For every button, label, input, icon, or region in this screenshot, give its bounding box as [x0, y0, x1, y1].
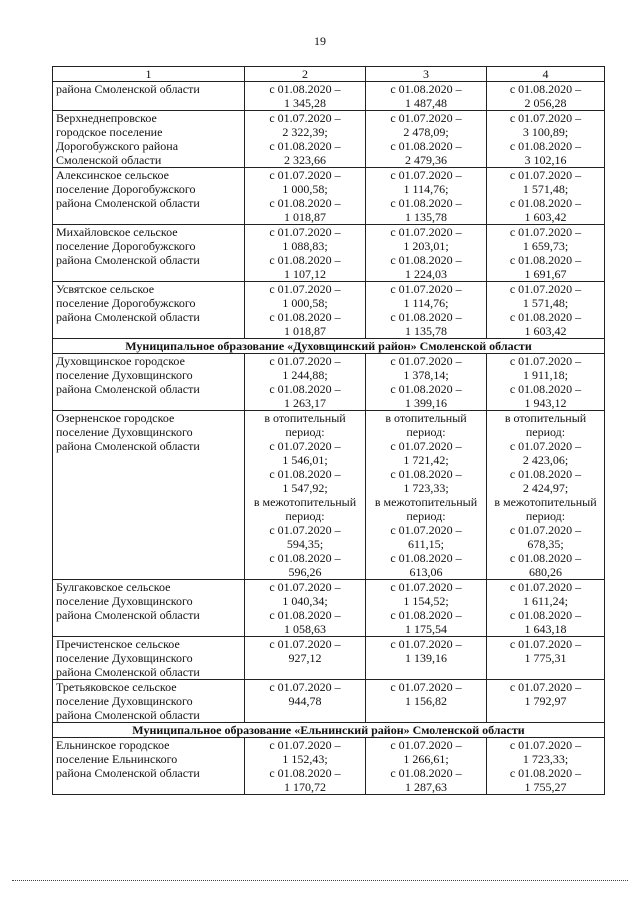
- tariff-table: [52, 66, 605, 795]
- tariff-cell-col3: [366, 680, 487, 723]
- tariff-cell-col4-text: с 01.07.2020 – 1 775,31: [509, 637, 582, 665]
- section-title: Муниципальное образование «Ельнинский район» Смоленской области: [53, 723, 605, 738]
- table-row: [53, 82, 605, 111]
- tariff-cell-col4: [487, 738, 605, 795]
- tariff-cell-col4: [487, 580, 605, 637]
- tariff-cell-col4-text: с 01.07.2020 – 1 792,97: [509, 680, 582, 708]
- tariff-cell-col4: [487, 225, 605, 282]
- tariff-cell-col4: [487, 354, 605, 411]
- tariff-cell-col4: [487, 111, 605, 168]
- tariff-cell-col2-text: с 01.07.2020 – 2 322,39; с 01.08.2020 – 2 323,66: [269, 111, 341, 167]
- tariff-cell-col4: [487, 411, 605, 580]
- tariff-cell-col2: [245, 282, 366, 339]
- settlement-name-cell: [53, 354, 245, 411]
- settlement-name-cell: [53, 168, 245, 225]
- settlement-name-cell: [53, 680, 245, 723]
- tariff-cell-col4: [487, 82, 605, 111]
- tariff-cell-col3: [366, 354, 487, 411]
- footer-divider: [12, 880, 628, 881]
- table-row: [53, 168, 605, 225]
- tariff-cell-col2-text: с 01.07.2020 – 1 000,58; с 01.08.2020 – 1 018,87: [269, 168, 341, 224]
- tariff-cell-col3-text: с 01.07.2020 – 1 266,61; с 01.08.2020 – 1 287,63: [390, 738, 462, 794]
- table-row: [53, 354, 605, 411]
- column-header-3: 3: [366, 67, 487, 82]
- tariff-cell-col2: [245, 168, 366, 225]
- settlement-name-cell: [53, 82, 245, 111]
- tariff-cell-col2-text: с 01.08.2020 – 1 345,28: [269, 82, 341, 110]
- column-header-1: 1: [53, 67, 245, 82]
- tariff-cell-col2: [245, 637, 366, 680]
- table-header-row: [53, 67, 605, 82]
- settlement-name-cell-text: Духовщинское городское поселение Духовщинского района Смоленской области: [56, 354, 200, 396]
- settlement-name-cell-text: Михайловское сельское поселение Дорогобужского района Смоленской области: [56, 225, 200, 267]
- tariff-cell-col3: [366, 411, 487, 580]
- table-row: [53, 282, 605, 339]
- tariff-cell-col2: [245, 111, 366, 168]
- tariff-cell-col4: [487, 282, 605, 339]
- settlement-name-cell: [53, 580, 245, 637]
- tariff-cell-col3-text: с 01.07.2020 – 1 154,52; с 01.08.2020 – 1 175,54: [390, 580, 462, 636]
- table-row: [53, 411, 605, 580]
- tariff-cell-col3: [366, 111, 487, 168]
- tariff-cell-col3: [366, 282, 487, 339]
- tariff-cell-col3: [366, 738, 487, 795]
- section-header-row: [53, 723, 605, 738]
- settlement-name-cell: [53, 637, 245, 680]
- section-header-row: [53, 339, 605, 354]
- tariff-cell-col3: [366, 168, 487, 225]
- tariff-cell-col2-text: с 01.07.2020 – 1 088,83; с 01.08.2020 – 1 107,12: [269, 225, 341, 281]
- tariff-cell-col2: [245, 738, 366, 795]
- tariff-cell-col4-text: с 01.07.2020 – 1 659,73; с 01.08.2020 – 1 691,67: [509, 225, 582, 281]
- table-row: [53, 580, 605, 637]
- tariff-cell-col2-text: в отопительный период: с 01.07.2020 – 1 546,01; с 01.08.2020 – 1 547,92; в межотопительный период: с 01.07.2020 – 594,35; с 01.08.2020 – 596,26: [253, 411, 357, 579]
- table-row: [53, 680, 605, 723]
- tariff-cell-col4-text: с 01.07.2020 – 1 723,33; с 01.08.2020 – 1 755,27: [509, 738, 582, 794]
- tariff-cell-col2-text: с 01.07.2020 – 1 152,43; с 01.08.2020 – 1 170,72: [269, 738, 341, 794]
- tariff-cell-col3: [366, 580, 487, 637]
- tariff-cell-col3-text: с 01.07.2020 – 1 114,76; с 01.08.2020 – 1 135,78: [390, 282, 462, 338]
- page-number: 19: [314, 34, 326, 48]
- settlement-name-cell: [53, 738, 245, 795]
- tariff-cell-col3-text: с 01.07.2020 – 1 156,82: [390, 680, 462, 708]
- tariff-cell-col3-text: с 01.07.2020 – 1 114,76; с 01.08.2020 – 1 135,78: [390, 168, 462, 224]
- tariff-cell-col2: [245, 580, 366, 637]
- table-row: [53, 225, 605, 282]
- tariff-cell-col4: [487, 637, 605, 680]
- settlement-name-cell-text: Ельнинское городское поселение Ельнинского района Смоленской области: [56, 738, 200, 780]
- tariff-cell-col3-text: в отопительный период: с 01.07.2020 – 1 721,42; с 01.08.2020 – 1 723,33; в межотопительный период: с 01.07.2020 – 611,15; с 01.08.2020 – 613,06: [374, 411, 478, 579]
- tariff-cell-col4-text: с 01.07.2020 – 1 571,48; с 01.08.2020 – 1 603,42: [509, 282, 582, 338]
- settlement-name-cell-text: Пречистенское сельское поселение Духовщинского района Смоленской области: [56, 637, 200, 679]
- tariff-cell-col4: [487, 680, 605, 723]
- tariff-cell-col2: [245, 82, 366, 111]
- table-row: [53, 111, 605, 168]
- tariff-cell-col2-text: с 01.07.2020 – 1 000,58; с 01.08.2020 – 1 018,87: [269, 282, 341, 338]
- tariff-cell-col4-text: с 01.07.2020 – 1 611,24; с 01.08.2020 – 1 643,18: [509, 580, 582, 636]
- column-header-2: 2: [245, 67, 366, 82]
- settlement-name-cell-text: Верхнеднепровское городское поселение Дорогобужского района Смоленской области: [56, 111, 179, 167]
- tariff-cell-col2: [245, 411, 366, 580]
- tariff-cell-col3-text: с 01.07.2020 – 1 203,01; с 01.08.2020 – 1 224,03: [390, 225, 462, 281]
- settlement-name-cell-text: Булгаковское сельское поселение Духовщинского района Смоленской области: [56, 580, 200, 622]
- settlement-name-cell: [53, 282, 245, 339]
- settlement-name-cell-text: Третьяковское сельское поселение Духовщинского района Смоленской области: [56, 680, 200, 722]
- tariff-cell-col3-text: с 01.07.2020 – 1 139,16: [390, 637, 462, 665]
- settlement-name-cell-text: Озерненское городское поселение Духовщинского района Смоленской области: [56, 411, 200, 453]
- settlement-name-cell: [53, 111, 245, 168]
- tariff-cell-col3: [366, 225, 487, 282]
- tariff-cell-col3-text: с 01.07.2020 – 1 378,14; с 01.08.2020 – 1 399,16: [390, 354, 462, 410]
- tariff-cell-col2-text: с 01.07.2020 – 1 040,34; с 01.08.2020 – 1 058,63: [269, 580, 341, 636]
- settlement-name-cell: [53, 411, 245, 580]
- tariff-cell-col4-text: с 01.07.2020 – 1 911,18; с 01.08.2020 – 1 943,12: [509, 354, 582, 410]
- tariff-cell-col4-text: с 01.07.2020 – 3 100,89; с 01.08.2020 – 3 102,16: [509, 111, 582, 167]
- table-row: [53, 637, 605, 680]
- column-header-4: 4: [487, 67, 605, 82]
- tariff-cell-col2-text: с 01.07.2020 – 927,12: [269, 637, 341, 665]
- tariff-cell-col3-text: с 01.07.2020 – 2 478,09; с 01.08.2020 – 2 479,36: [390, 111, 462, 167]
- table-row: [53, 738, 605, 795]
- tariff-cell-col4: [487, 168, 605, 225]
- tariff-cell-col4-text: в отопительный период: с 01.07.2020 – 2 423,06; с 01.08.2020 – 2 424,97; в межотопительный период: с 01.07.2020 – 678,35; с 01.08.2020 – 680,26: [494, 411, 597, 579]
- section-title: Муниципальное образование «Духовщинский район» Смоленской области: [53, 339, 605, 354]
- tariff-cell-col2: [245, 225, 366, 282]
- tariff-cell-col4-text: с 01.08.2020 – 2 056,28: [509, 82, 582, 110]
- settlement-name-cell-text: Алексинское сельское поселение Дорогобужского района Смоленской области: [56, 168, 200, 210]
- tariff-cell-col3: [366, 82, 487, 111]
- settlement-name-cell: [53, 225, 245, 282]
- tariff-cell-col4-text: с 01.07.2020 – 1 571,48; с 01.08.2020 – 1 603,42: [509, 168, 582, 224]
- settlement-name-cell-text: района Смоленской области: [56, 82, 200, 96]
- tariff-cell-col3-text: с 01.08.2020 – 1 487,48: [390, 82, 462, 110]
- table-body: [53, 82, 605, 795]
- tariff-cell-col3: [366, 637, 487, 680]
- tariff-cell-col2-text: с 01.07.2020 – 1 244,88; с 01.08.2020 – 1 263,17: [269, 354, 341, 410]
- settlement-name-cell-text: Усвятское сельское поселение Дорогобужского района Смоленской области: [56, 282, 200, 324]
- tariff-cell-col2: [245, 680, 366, 723]
- tariff-cell-col2-text: с 01.07.2020 – 944,78: [269, 680, 341, 708]
- tariff-cell-col2: [245, 354, 366, 411]
